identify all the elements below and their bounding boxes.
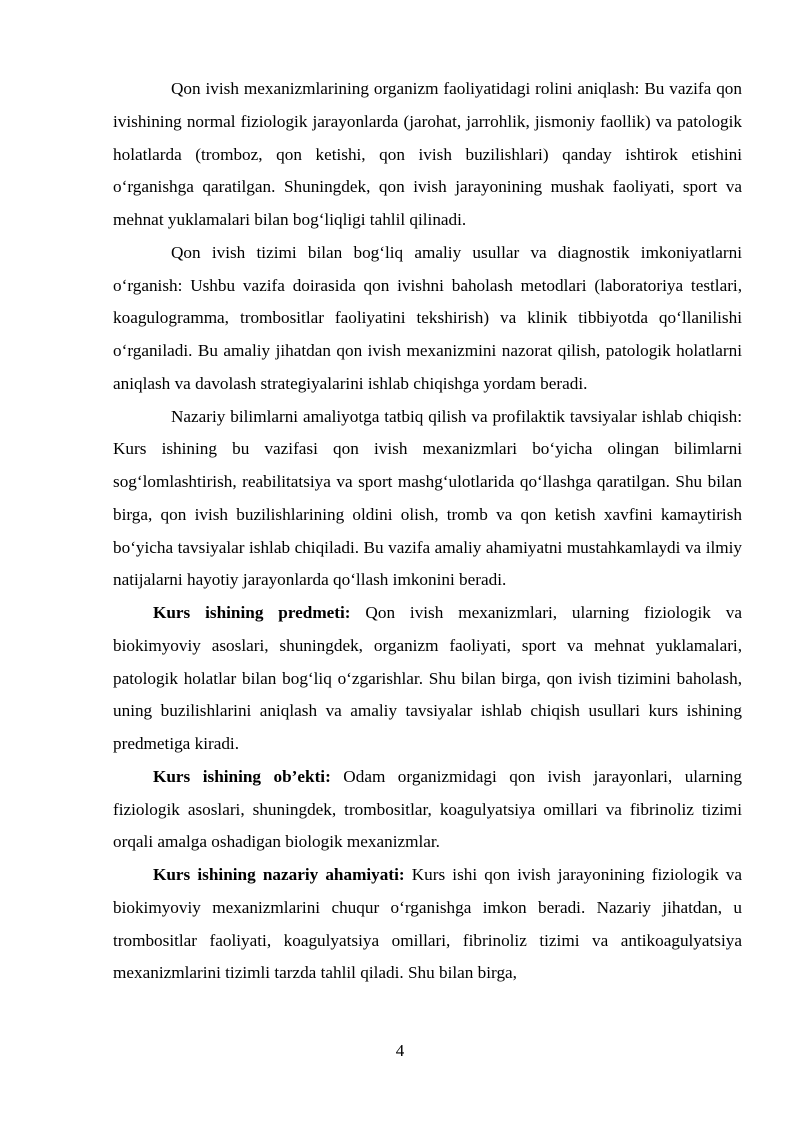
- paragraph-theoretical-significance: [113, 859, 742, 990]
- theoretical-significance-label: Kurs ishining nazariy ahamiyati:: [153, 865, 405, 884]
- page-number: 4: [395, 1041, 405, 1060]
- paragraph-text: Qon ivish mexanizmlari, ularning fiziologik va biokimyoviy asoslari, shuningdek, organizm faoliyati, sport va mehnat yuklamalari, patologik holatlar bilan bog‘liq o‘zgarishlar. Shu bilan birga, qon ivish tizimini baholash, uning buzilishlarini aniqlash va amaliy tavsiyalar ishlab chiqish usullari kurs ishining predmetiga kiradi.: [113, 603, 742, 753]
- paragraph-practical-methods: [113, 237, 742, 401]
- paragraph-text: Nazariy bilimlarni amaliyotga tatbiq qilish va profilaktik tavsiyalar ishlab chiqish: Kurs ishining bu vazifasi qon ivish mexanizmlari bo‘yicha olingan bilimlarni sog‘lomlashtirish, reabilitatsiya va sport mashg‘ulotlarida qo‘llashga qaratilgan. Shu bilan birga, qon ivish buzilishlarining oldini olish, tromb va qon ketish xavfini kamaytirish bo‘yicha tavsiyalar ishlab chiqiladi. Bu vazifa amaliy ahamiyatni mustahkamlaydi va ilmiy natijalarni hayotiy jarayonlarda qo‘llash imkonini beradi.: [113, 406, 742, 590]
- object-label: Kurs ishining ob’ekti:: [153, 766, 331, 786]
- paragraph-text: Qon ivish tizimi bilan bog‘liq amaliy usullar va diagnostik imkoniyatlarni o‘rganish: Ushbu vazifa doirasida qon ivishni baholash metodlari (laboratoriya testlari, koagulogramma, trombositlar faoliyatini tekshirish) va klinik tibbiyotda qo‘llanilishi o‘rganiladi. Bu amaliy jihatdan qon ivish mexanizmini nazorat qilish, patologik holatlarni aniqlash va davolash strategiyalarini ishlab chiqishga yordam beradi.: [113, 242, 742, 393]
- paragraph-text: Kurs ishi qon ivish jarayonining fiziologik va biokimyoviy mexanizmlarini chuqur o‘rganishga imkon beradi. Nazariy jihatdan, u trombositlar faoliyati, koagulyatsiya omillari, fibrinoliz tizimi va antikoagulyatsiya mexanizmlarini tizimli tarzda tahlil qiladi. Shu bilan birga,: [113, 865, 742, 983]
- paragraph-object: [113, 761, 742, 859]
- subject-label: Kurs ishining predmeti:: [153, 603, 351, 622]
- page-body: [113, 73, 742, 990]
- paragraph-role-of-coagulation: [113, 73, 742, 237]
- paragraph-subject: [113, 597, 742, 761]
- paragraph-theory-to-practice: [113, 401, 742, 598]
- paragraph-text: Qon ivish mexanizmlarining organizm faoliyatidagi rolini aniqlash: Bu vazifa qon ivishining normal fiziologik jarayonlarda (jarohat, jarrohlik, jismoniy faollik) va patologik holatlarda (tromboz, qon ketishi, qon ivish buzilishlari) qanday ishtirok etishini o‘rganishga qaratilgan. Shuningdek, qon ivish jarayonining mushak faoliyati, sport va mehnat yuklamalari bilan bog‘liqligi tahlil qilinadi.: [113, 79, 742, 229]
- paragraph-text: Odam organizmidagi qon ivish jarayonlari, ularning fiziologik asoslari, shuningdek, trombositlar, koagulyatsiya omillari va fibrinoliz tizimi orqali amalga oshadigan biologik mexanizmlar.: [113, 766, 742, 852]
